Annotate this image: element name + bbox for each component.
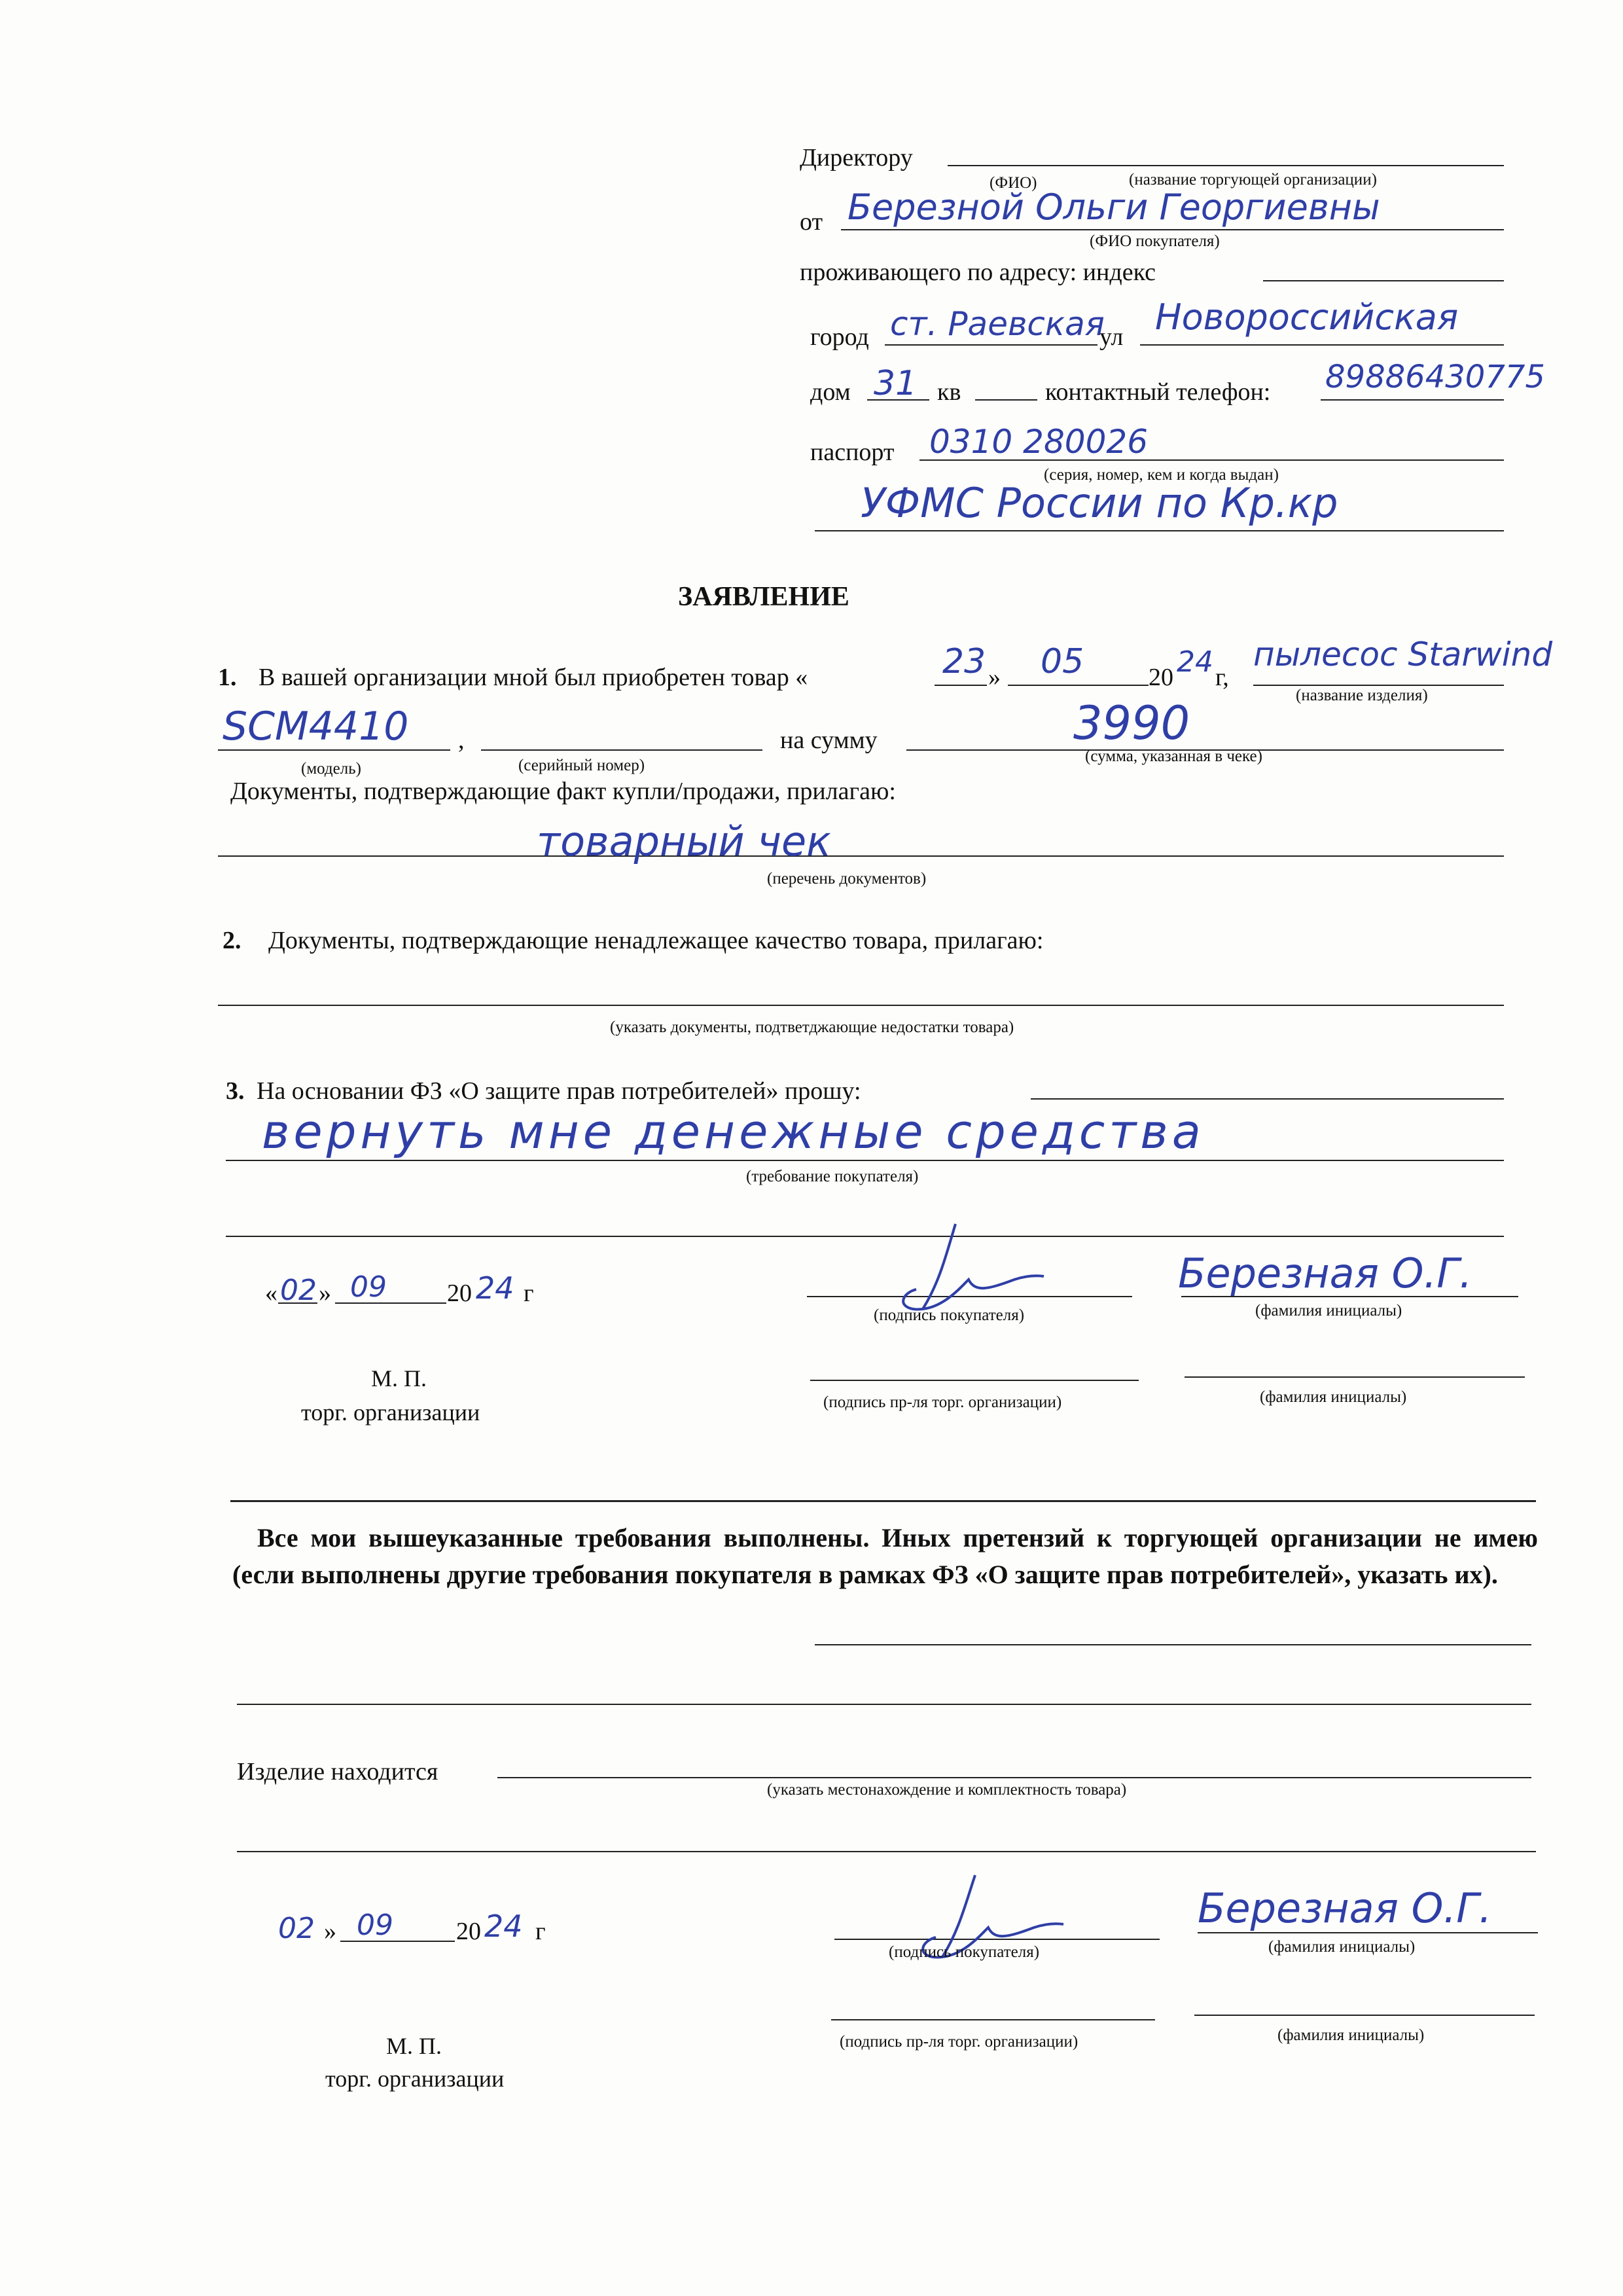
sum-label: на сумму xyxy=(780,726,878,754)
purchase-day-close: » xyxy=(988,664,1001,691)
sign1-month-handwritten: 09 xyxy=(350,1270,387,1304)
phone-line[interactable] xyxy=(1321,399,1504,401)
section2-hint: (указать документы, подтветджающие недостатки товара) xyxy=(610,1018,1014,1036)
street-handwritten: Новороссийская xyxy=(1155,296,1459,338)
address-label: проживающего по адресу: индекс xyxy=(800,259,1156,286)
sign2-date-close: » xyxy=(324,1918,336,1945)
purchase-year-prefix: 20 xyxy=(1149,664,1173,691)
org-hint: (название торгующей организации) xyxy=(1129,171,1377,188)
city-label: город xyxy=(810,323,869,351)
item-hint: (название изделия) xyxy=(1296,687,1428,704)
purchase-year-handwritten: 24 xyxy=(1177,645,1213,679)
sum-handwritten: 3990 xyxy=(1073,696,1190,750)
sign1-mp: М. П. xyxy=(371,1365,427,1391)
sign1-org-name-hint: (фамилия инициалы) xyxy=(1260,1388,1407,1406)
section1-number: 1. xyxy=(218,664,237,691)
city-handwritten: ст. Раевская xyxy=(890,305,1105,343)
fio-hint: (ФИО) xyxy=(990,174,1037,192)
house-handwritten: 31 xyxy=(874,364,918,403)
from-label: от xyxy=(800,208,823,236)
sign1-org-sig-line[interactable] xyxy=(810,1380,1139,1381)
serial-line[interactable] xyxy=(481,749,762,751)
final-line-2[interactable] xyxy=(237,1704,1531,1705)
docs-line[interactable] xyxy=(218,855,1504,857)
section3-line-2[interactable] xyxy=(226,1160,1504,1161)
purchase-month-handwritten: 05 xyxy=(1041,642,1084,681)
sign2-buyer-name-handwritten: Березная О.Г. xyxy=(1198,1884,1492,1932)
buyer-name-handwritten: Березной Ольги Георгиевны xyxy=(847,187,1380,228)
sign1-date-open: « xyxy=(265,1280,277,1307)
phone-label: контактный телефон: xyxy=(1045,378,1271,406)
director-line[interactable] xyxy=(948,165,1504,166)
location-hint: (указать местонахождение и комплектность товара) xyxy=(767,1781,1127,1799)
sign2-org: торг. организации xyxy=(325,2066,505,2092)
passport-handwritten: 0310 280026 xyxy=(929,423,1149,461)
passport-label: паспорт xyxy=(810,439,895,466)
section3-hint: (требование покупателя) xyxy=(746,1168,919,1185)
model-comma: , xyxy=(458,726,465,754)
model-line[interactable] xyxy=(218,749,450,751)
street-label: ул xyxy=(1099,323,1124,351)
sum-hint: (сумма, указанная в чеке) xyxy=(1085,747,1262,765)
sign2-month-handwritten: 09 xyxy=(357,1909,393,1942)
section2-number: 2. xyxy=(223,927,241,954)
sign1-year-suffix: г xyxy=(524,1280,534,1307)
sign2-year-prefix: 20 xyxy=(456,1918,481,1945)
sign1-buyer-sig-hint: (подпись покупателя) xyxy=(874,1306,1025,1324)
sign2-year-suffix: г xyxy=(535,1918,546,1945)
location-label: Изделие находится xyxy=(237,1758,438,1785)
location-line[interactable] xyxy=(497,1777,1531,1778)
location-line-2[interactable] xyxy=(237,1851,1536,1852)
sign1-org: торг. организации xyxy=(301,1399,480,1426)
sign1-day-handwritten: 02 xyxy=(280,1274,317,1307)
passport-hint: (серия, номер, кем и когда выдан) xyxy=(1044,466,1279,484)
sign2-year-handwritten: 24 xyxy=(484,1909,523,1944)
director-label: Директору xyxy=(800,144,913,171)
serial-hint: (серийный номер) xyxy=(518,757,645,774)
sign2-org-sig-line[interactable] xyxy=(831,2019,1155,2020)
sign2-org-name-line[interactable] xyxy=(1194,2015,1535,2016)
model-handwritten: SCM4410 xyxy=(223,704,409,749)
passport-issuer-handwritten: УФМС России по Кр.кр xyxy=(861,479,1338,527)
street-line[interactable] xyxy=(1140,344,1504,346)
section3-line-3[interactable] xyxy=(226,1236,1504,1237)
sign1-buyer-name-handwritten: Березная О.Г. xyxy=(1178,1249,1472,1297)
section1-text: В вашей организации мной был приобретен товар « xyxy=(259,664,808,691)
sign2-org-name-hint: (фамилия инициалы) xyxy=(1277,2026,1425,2044)
passport-line-2[interactable] xyxy=(815,530,1504,531)
sign2-buyer-name-hint: (фамилия инициалы) xyxy=(1268,1938,1416,1956)
house-label: дом xyxy=(810,378,851,406)
phone-handwritten: 89886430775 xyxy=(1325,359,1545,395)
final-line-1[interactable] xyxy=(815,1644,1531,1645)
buyer-hint: (ФИО покупателя) xyxy=(1090,232,1220,250)
model-hint: (модель) xyxy=(301,760,361,778)
page-title: ЗАЯВЛЕНИЕ xyxy=(678,582,849,612)
city-line[interactable] xyxy=(885,344,1097,346)
section3-number: 3. xyxy=(226,1077,245,1105)
sign2-day-handwritten: 02 xyxy=(278,1912,315,1945)
item-line[interactable] xyxy=(1253,685,1504,686)
flat-label: кв xyxy=(937,378,961,406)
section3-handwritten: вернуть мне денежные средства xyxy=(262,1104,1205,1159)
sign1-org-name-line[interactable] xyxy=(1185,1376,1525,1378)
section2-text: Документы, подтверждающие ненадлежащее качество товара, прилагаю: xyxy=(268,927,1044,954)
section3-line-1[interactable] xyxy=(1031,1098,1504,1100)
purchase-day-line[interactable] xyxy=(935,685,987,686)
sign2-mp: М. П. xyxy=(386,2033,442,2059)
sign1-buyer-name-hint: (фамилия инициалы) xyxy=(1255,1302,1402,1319)
docs-handwritten: товарный чек xyxy=(537,817,831,865)
item-handwritten: пылесос Starwind xyxy=(1253,636,1553,673)
sign2-org-sig-hint: (подпись пр-ля торг. организации) xyxy=(840,2033,1079,2051)
final-statement: Все мои вышеуказанные требования выполнены. Иных претензий к торгующей организации не имею (если выполнены другие требования покупателя в рамках ФЗ «О защите прав потребителей», указать их). xyxy=(232,1523,1538,1589)
flat-line[interactable] xyxy=(975,399,1037,401)
purchase-day-handwritten: 23 xyxy=(942,642,986,681)
docs-hint: (перечень документов) xyxy=(767,870,927,888)
postcode-line[interactable] xyxy=(1263,280,1504,281)
purchase-month-line[interactable] xyxy=(1008,685,1149,686)
sign1-date-close: » xyxy=(319,1280,331,1307)
sign1-org-sig-hint: (подпись пр-ля торг. организации) xyxy=(823,1393,1062,1411)
from-line[interactable] xyxy=(841,229,1504,230)
purchase-year-suffix: г, xyxy=(1215,664,1229,691)
section-divider xyxy=(230,1500,1536,1502)
sign1-year-handwritten: 24 xyxy=(476,1270,514,1306)
sign2-buyer-sig-hint: (подпись покупателя) xyxy=(889,1943,1040,1961)
docs-text: Документы, подтверждающие факт купли/продажи, прилагаю: xyxy=(230,778,896,805)
section2-line[interactable] xyxy=(218,1005,1504,1006)
section3-text: На основании ФЗ «О защите прав потребителей» прошу: xyxy=(257,1077,861,1105)
sign2-buyer-name-line[interactable] xyxy=(1198,1932,1538,1933)
sign1-year-prefix: 20 xyxy=(447,1280,472,1307)
